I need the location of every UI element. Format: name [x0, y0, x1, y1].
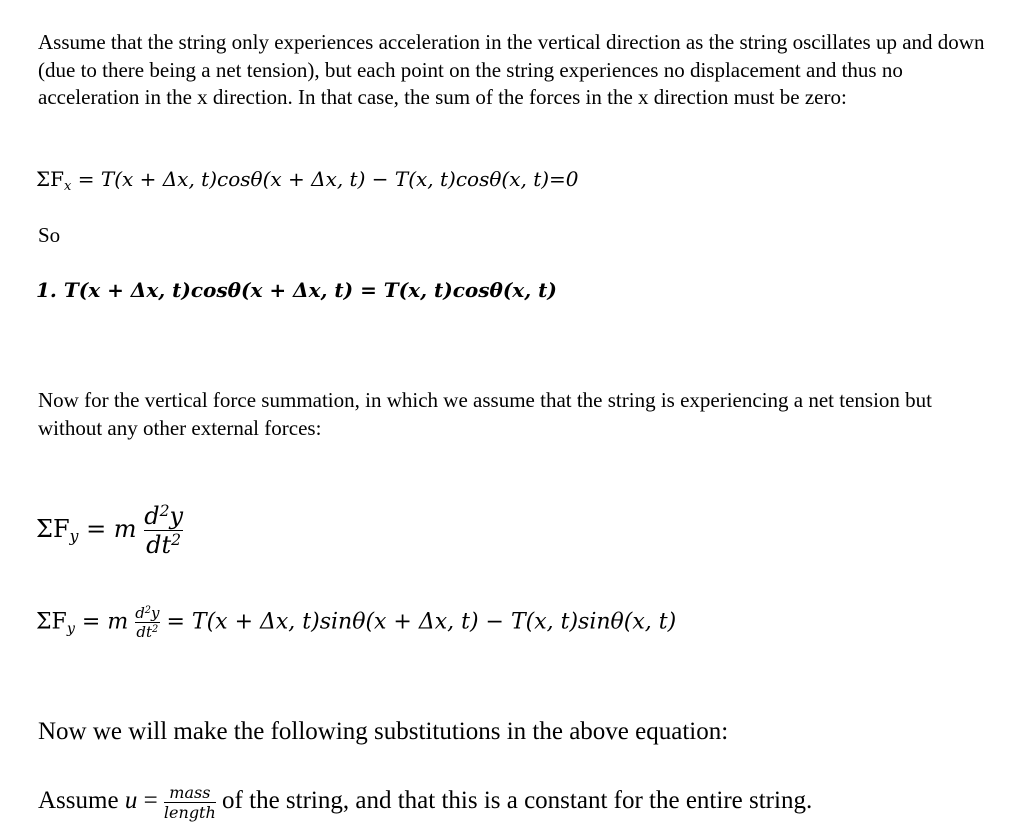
- paragraph-vertical-summation: Now for the vertical force summation, in which we assume that the string is experiencing a net tension but without any other external forces:: [38, 388, 933, 440]
- fraction-numerator-mass: mass: [164, 783, 216, 803]
- sum-fy2-lhs: ΣF: [36, 609, 67, 635]
- assume-equals: =: [137, 787, 164, 814]
- derivative-denominator: dt: [146, 531, 172, 559]
- equation-sum-fy: [36, 502, 183, 559]
- assume-prefix: Assume: [38, 787, 125, 814]
- mass-per-length-fraction: [164, 783, 216, 822]
- sum-fy2-subscript: y: [66, 620, 75, 637]
- derivative-numerator-d: d: [144, 502, 160, 530]
- derivative-denominator-exponent: 2: [171, 531, 182, 550]
- equation-sum-fy-expanded: [36, 604, 676, 641]
- sum-fx-subscript: x: [64, 178, 72, 194]
- derivative2-numerator-exponent: 2: [144, 605, 152, 617]
- sum-fx-lhs: ΣF: [36, 167, 65, 191]
- derivative-numerator-exponent: 2: [159, 502, 170, 521]
- derivative2-numerator-var: y: [151, 604, 160, 622]
- sum-fy2-rhs: = T(x + Δx, t)sinθ(x + Δx, t) − T(x, t)sinθ(x, t): [159, 609, 677, 635]
- assume-suffix: of the string, and that this is a constant for the entire string.: [215, 787, 813, 814]
- derivative2-numerator-d: d: [135, 604, 145, 622]
- sum-fy-equals-m: = m: [78, 515, 137, 543]
- equation-1: [36, 278, 557, 302]
- sum-fy-lhs: ΣF: [36, 515, 70, 543]
- derivative-numerator-var: y: [169, 502, 184, 530]
- derivative2-denominator: dt: [136, 623, 153, 641]
- paragraph-so: So: [38, 223, 61, 247]
- paragraph-x-direction: Assume that the string only experiences acceleration in the vertical direction as the string oscillates up and down (due to there being a net tension), but each point on the string experiences no displacement and thus no acceleration in the x direction. In that case, the sum of the forces in the x direction must be zero:: [38, 30, 985, 109]
- fraction-denominator-length: length: [163, 802, 216, 822]
- second-derivative-fraction: [144, 502, 183, 559]
- equation-sum-fx: [36, 167, 579, 194]
- sum-fx-rhs: = T(x + Δx, t)cosθ(x + Δx, t) − T(x, t)cosθ(x, t)=0: [71, 167, 579, 191]
- assume-line: [38, 776, 812, 826]
- equation-1-text: 1. T(x + Δx, t)cosθ(x + Δx, t) = T(x, t)cosθ(x, t): [36, 278, 557, 302]
- second-derivative-fraction-small: [135, 604, 159, 641]
- assume-variable-u: u: [124, 787, 138, 814]
- paragraph-substitutions: Now we will make the following substitutions in the above equation:: [38, 718, 729, 745]
- derivative2-denominator-exponent: 2: [152, 624, 159, 636]
- sum-fy-subscript: y: [69, 527, 79, 546]
- sum-fy2-equals-m: = m: [74, 609, 129, 635]
